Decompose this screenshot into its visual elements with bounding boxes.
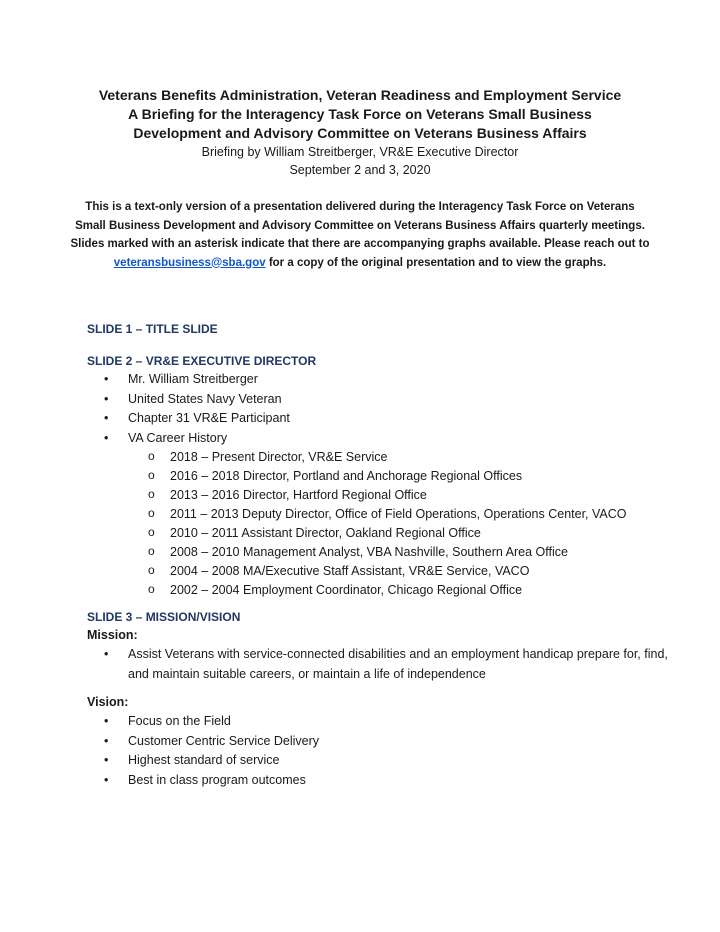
title-line-1: Veterans Benefits Administration, Veteran Readiness and Employment Service (98, 87, 622, 103)
list-item: • Customer Centric Service Delivery (87, 732, 687, 752)
document-header (60, 86, 660, 179)
history-item: o 2010 – 2011 Assistant Director, Oakland Regional Office (87, 524, 687, 543)
history-item: o 2011 – 2013 Deputy Director, Office of Field Operations, Operations Center, VACO (87, 505, 687, 524)
slide-1-heading: SLIDE 1 – TITLE SLIDE (87, 322, 218, 336)
mission-list (87, 645, 687, 684)
notice-text-before: This is a text-only version of a presentation delivered during the Interagency Task Force on Veterans Small Business Development and Advisory Committee on Veterans Business Affairs quarterly meetings. Slides marked with an asterisk indicate that there are accompanying graphs available. Please reach out to (70, 201, 650, 250)
history-item: o 2002 – 2004 Employment Coordinator, Chicago Regional Office (87, 581, 687, 600)
history-item: o 2008 – 2010 Management Analyst, VBA Nashville, Southern Area Office (87, 543, 687, 562)
slide-2-list (87, 370, 687, 448)
list-item: • Chapter 31 VR&E Participant (87, 409, 687, 429)
title-line-2: A Briefing for the Interagency Task Force on Veterans Small Business (128, 106, 592, 122)
history-item: o 2004 – 2008 MA/Executive Staff Assistant, VR&E Service, VACO (87, 562, 687, 581)
history-item: o 2013 – 2016 Director, Hartford Regional Office (87, 486, 687, 505)
list-item: • Best in class program outcomes (87, 771, 687, 791)
vision-list (87, 712, 687, 790)
list-item: • Mr. William Streitberger (87, 370, 687, 390)
slide-3-heading: SLIDE 3 – MISSION/VISION (87, 610, 241, 624)
slide-2-heading: SLIDE 2 – VR&E EXECUTIVE DIRECTOR (87, 354, 317, 368)
history-item: o 2016 – 2018 Director, Portland and Anchorage Regional Offices (87, 467, 687, 486)
career-history-list (87, 448, 687, 600)
byline: Briefing by William Streitberger, VR&E Executive Director (201, 145, 519, 159)
vision-label: Vision: (87, 695, 129, 709)
slides-content (87, 320, 687, 790)
email-link[interactable]: veteransbusiness@sba.gov (113, 256, 266, 269)
text-only-notice (70, 198, 650, 272)
list-item: • United States Navy Veteran (87, 390, 687, 410)
notice-text-after: for a copy of the original presentation and to view the graphs. (268, 256, 607, 269)
list-item: • Focus on the Field (87, 712, 687, 732)
history-item: o 2018 – Present Director, VR&E Service (87, 448, 687, 467)
list-item: • Highest standard of service (87, 751, 687, 771)
briefing-date: September 2 and 3, 2020 (289, 163, 431, 177)
list-item: • Assist Veterans with service-connected disabilities and an employment handicap prepare for, find, and maintain suitable careers, or maintain a life of independence (87, 645, 687, 684)
title-line-3: Development and Advisory Committee on Veterans Business Affairs (133, 125, 587, 141)
mission-label: Mission: (87, 628, 138, 642)
list-item: • VA Career History (87, 429, 687, 449)
